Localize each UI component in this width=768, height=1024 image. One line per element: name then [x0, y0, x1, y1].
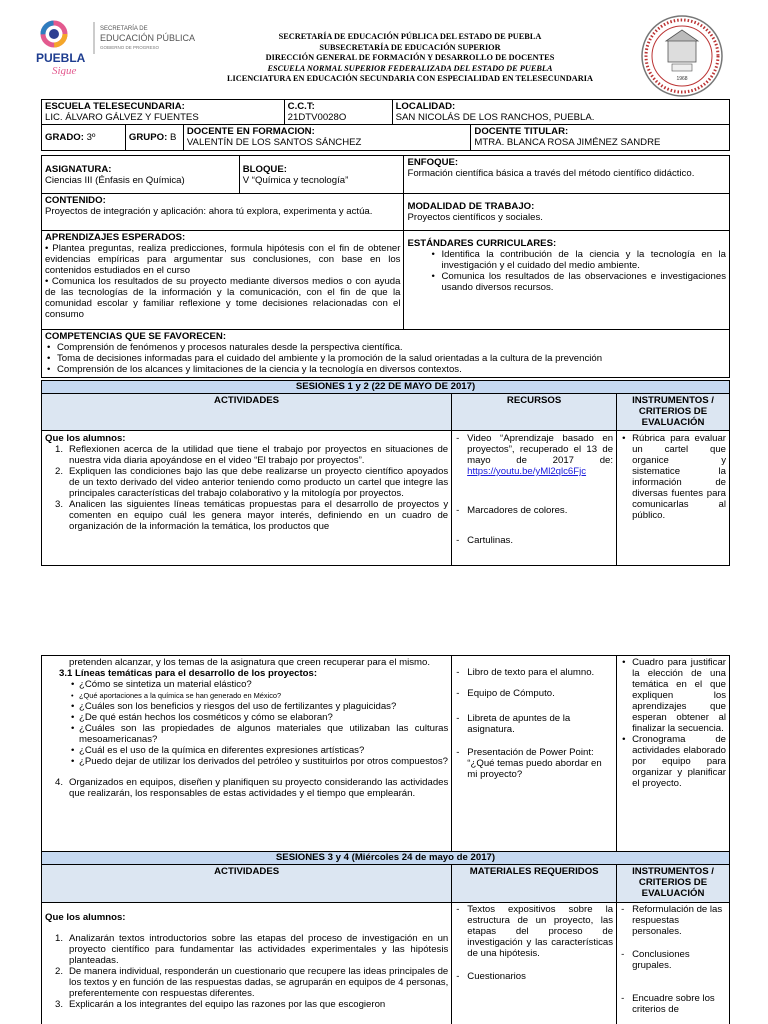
session1-recursos-cell: [452, 431, 617, 566]
competencia-2: • Toma de decisiones informadas para el cuidado del ambiente y la promoción de la salud orientadas a la cultura de la prevención: [45, 353, 726, 364]
bloque-cell: [239, 156, 404, 194]
recurso-libro: - Libro de texto para el alumno.: [455, 667, 613, 678]
page-2: [0, 650, 768, 1024]
session2-col-materiales: MATERIALES REQUERIDOS: [452, 865, 617, 903]
logo-puebla-text: PUEBLA: [36, 51, 86, 65]
instrumento-cuadro: • Cuadro para justificar la elección de una temática en el que expliquen los aprendizajes que esperan obtener al finalizar la secuencia.: [620, 657, 726, 734]
activity-number: 3.: [55, 999, 64, 1010]
school-seal-icon: [640, 14, 724, 98]
activity-text: Analizarán textos introductorios sobre las etapas del proceso de investigación en un proyecto científico para fundamentar las actividades experimentales y las hipótesis planteadas.: [69, 933, 449, 966]
asignatura-value: Ciencias III (Énfasis en Química): [45, 174, 185, 186]
asignatura-label: ASIGNATURA:: [45, 163, 112, 175]
session2-activity-1: [45, 933, 448, 966]
session2-activities-list: [45, 933, 448, 1010]
material-cuestionarios: - Cuestionarios: [455, 971, 613, 982]
planning-table: [41, 155, 730, 378]
bloque-label: BLOQUE:: [242, 163, 287, 175]
escuela-value: LIC. ÁLVARO GÁLVEZ Y FUENTES: [45, 112, 199, 123]
video-link[interactable]: https://youtu.be/yMl2qlc6Fjc: [467, 466, 587, 477]
estandares-list: [407, 249, 726, 293]
recurso-cartulinas: - Cartulinas.: [455, 535, 613, 546]
estandares-label: ESTÁNDARES CURRICULARES:: [407, 238, 557, 249]
recurso-computo: - Equipo de Cómputo.: [455, 688, 613, 699]
session1-activity-2: [45, 466, 448, 499]
instrumento-encuadre: - Encuadre sobre los criterios de: [620, 993, 726, 1015]
puebla-logo: [36, 14, 196, 76]
question-5: • ¿Cuáles son las propiedades de algunos materiales que utilizaban las culturas mesoamericanas?: [45, 723, 448, 745]
header-line-4: ESCUELA NORMAL SUPERIOR FEDERALIZADA DEL ESTADO DE PUEBLA: [267, 63, 553, 73]
cct-cell: [284, 100, 392, 125]
grado-value: 3º: [86, 132, 96, 143]
modalidad-value: Proyectos científicos y sociales.: [407, 212, 543, 223]
titular-value: MTRA. BLANCA ROSA JIMÉNEZ SANDRE: [474, 137, 661, 148]
session1-title: SESIONES 1 y 2 (22 DE MAYO DE 2017): [42, 381, 730, 394]
aprendizajes-cell: [42, 231, 404, 330]
activity-text: Expliquen las condiciones bajo las que debe realizarse un proyecto científico apoyados de un texto derivado del video anterior teniendo como producto un cartel que integre las principales características del trabajo colaborativo y la mitología por proyectos.: [69, 466, 449, 499]
continuation-text: pretenden alcanzar, y los temas de la asignatura que creen recuperar para el mismo.: [69, 657, 431, 668]
estandar-1: • Identifica la contribución de la ciencia y la tecnología en la investigación y el cuidado del medio ambiente.: [429, 249, 726, 271]
contenido-value: Proyectos de integración y aplicación: ahora tú explora, experimenta y actúa.: [45, 206, 373, 217]
logo-sigue-text: Sigue: [52, 65, 77, 76]
session2-col-actividades: ACTIVIDADES: [42, 865, 452, 903]
continuation-instrumentos-list: [620, 657, 726, 789]
session2-instrumentos-list: [620, 904, 726, 1015]
asignatura-cell: [42, 156, 240, 194]
session1-instrumentos-cell: [617, 431, 730, 566]
modalidad-cell: [404, 194, 730, 231]
session1-activities-cell: [42, 431, 452, 566]
question-6: • ¿Cuál es el uso de la química en diferentes expresiones artísticas?: [45, 745, 448, 756]
session1-col-instrumentos: INSTRUMENTOS / CRITERIOS DE EVALUACIÓN: [617, 394, 730, 431]
session1-activity-3: [45, 499, 448, 532]
recurso-powerpoint: - Presentación de Power Point: “¿Qué temas puedo abordar en mi proyecto?: [455, 747, 613, 780]
session2-col-instrumentos: INSTRUMENTOS / CRITERIOS DE EVALUACIÓN: [617, 865, 730, 903]
session2-table: [41, 851, 730, 1024]
activity-text: Analicen las siguientes líneas temáticas propuestas para el desarrollo de proyectos y comenten en equipo cuál les genera mayor interés, definiendo en un cuadro de organización de la información la temática, los productos que: [69, 499, 449, 532]
session1-col-recursos: RECURSOS: [452, 394, 617, 431]
docente-label: DOCENTE EN FORMACION:: [186, 126, 315, 137]
instrumento-reformulacion: - Reformulación de las respuestas personales.: [620, 904, 726, 937]
school-seal: [640, 14, 724, 98]
activity-number: 1.: [55, 933, 64, 944]
session1-activities-list: [45, 444, 448, 532]
competencias-list: [45, 342, 726, 375]
sep-line2: EDUCACIÓN PÚBLICA: [100, 33, 196, 43]
competencia-1: • Comprensión de fenómenos y procesos naturales desde la perspectiva científica.: [45, 342, 726, 353]
docente-cell: [183, 125, 471, 151]
titular-cell: [471, 125, 730, 151]
activity-text: Reflexionen acerca de la utilidad que tiene el trabajo por proyectos en situaciones de nuestra vida diaria apoyándose en el video “El trabajo por proyectos”.: [69, 444, 449, 466]
session2-materiales-list: [455, 904, 613, 982]
session1-table: [41, 380, 730, 566]
localidad-value: SAN NICOLÁS DE LOS RANCHOS, PUEBLA.: [395, 112, 595, 123]
header-line-5: LICENCIATURA EN EDUCACIÓN SECUNDARIA CON ESPECIALIDAD EN TELESECUNDARIA: [227, 74, 593, 84]
docente-value: VALENTÍN DE LOS SANTOS SÁNCHEZ: [186, 137, 362, 148]
session2-activity-3: [45, 999, 448, 1010]
seal-year: 1968: [676, 76, 688, 82]
estandar-2: • Comunica los resultados de las observaciones e investigaciones usando diversos recursos.: [429, 271, 726, 293]
aprendizajes-label: APRENDIZAJES ESPERADOS:: [45, 232, 186, 243]
continuation-recursos-cell: [452, 656, 617, 852]
document-header: [0, 0, 768, 98]
cct-value: 21DTV0028O: [287, 112, 347, 123]
grupo-label: GRUPO:: [128, 132, 168, 143]
competencia-3: • Comprensión de los alcances y limitaciones de la ciencia y la tecnología en diversos contextos.: [45, 364, 726, 375]
session1-continuation-table: [41, 655, 730, 852]
localidad-label: LOCALIDAD:: [395, 101, 456, 112]
recurso-video-text: Video “Aprendizaje basado en proyectos”, recuperado el 13 de mayo de 2017 de:: [467, 433, 614, 466]
contenido-cell: [42, 194, 404, 231]
grado-label: GRADO:: [45, 132, 84, 143]
competencias-label: COMPETENCIAS QUE SE FAVORECEN:: [45, 331, 227, 342]
bloque-value: V “Química y tecnología”: [242, 174, 349, 186]
activity-number: 2.: [55, 966, 64, 977]
question-3: • ¿Cuáles son los beneficios y riesgos del uso de fertilizantes y plaguicidas?: [45, 701, 448, 712]
sep-line3: GOBIERNO DE PROGRESO: [100, 45, 160, 50]
continuation-instrumentos-cell: [617, 656, 730, 852]
material-textos: - Textos expositivos sobre la estructura de un proyecto, las etapas del proceso de investigación y las características de una hipótesis.: [455, 904, 613, 959]
modalidad-label: MODALIDAD DE TRABAJO:: [407, 201, 535, 212]
puebla-logo-icon: [36, 14, 196, 76]
question-2: • ¿Qué aportaciones a la química se han generado en México?: [45, 690, 448, 701]
aprendizaje-1: • Plantea preguntas, realiza predicciones, formula hipótesis con el fin de obtener evidencias empíricas para argumentar sus conclusiones, con base en los contenidos estudiados en el curso: [45, 243, 401, 276]
instrumento-cronograma: • Cronograma de actividades elaborado por equipo para organizar y planificar el proyecto.: [620, 734, 726, 789]
competencias-cell: [42, 330, 730, 378]
grupo-value: B: [169, 132, 177, 143]
question-4: • ¿De qué están hechos los cosméticos y cómo se elaboran?: [45, 712, 448, 723]
school-info-table: [41, 99, 730, 151]
escuela-cell: [42, 100, 285, 125]
aprendizaje-2: • Comunica los resultados de su proyecto mediante diversos medios o con ayuda de las tecnologías de la información y la comunicación, con el fin de que la comunidad escolar y familiar reflexione y tome decisiones relacionadas con el consumo: [45, 276, 401, 320]
estandares-cell: [404, 231, 730, 330]
grupo-cell: [125, 125, 183, 151]
recurso-libreta: - Libreta de apuntes de la asignatura.: [455, 713, 613, 735]
session1-col-actividades: ACTIVIDADES: [42, 394, 452, 431]
header-lines: [200, 32, 620, 85]
session1-intro: Que los alumnos:: [45, 433, 126, 444]
instrumento-rubrica: • Rúbrica para evaluar un cartel que organice y sistematice la información de diversas fuentes para comunicarlas al público.: [620, 433, 726, 521]
header-line-1: SECRETARÍA DE EDUCACIÓN PÚBLICA DEL ESTADO DE PUEBLA: [278, 32, 542, 41]
session2-materiales-cell: [452, 903, 617, 1024]
session1-instrumentos-list: [620, 433, 726, 521]
activity-number: 4.: [55, 777, 64, 788]
session2-activities-cell: [42, 903, 452, 1024]
activity-text: Explicarán a los integrantes del equipo las razones por las que escogieron: [69, 999, 386, 1010]
question-1: • ¿Cómo se sintetiza un material elástico?: [45, 679, 448, 690]
contenido-label: CONTENIDO:: [45, 195, 106, 206]
enfoque-label: ENFOQUE:: [407, 157, 459, 168]
continuation-activities-cell: [42, 656, 452, 852]
escuela-label: ESCUELA TELESECUNDARIA:: [45, 101, 185, 112]
enfoque-cell: [404, 156, 730, 194]
header-line-2: SUBSECRETARÍA DE EDUCACIÓN SUPERIOR: [319, 42, 501, 52]
question-7: • ¿Puedo dejar de utilizar los derivados del petróleo y sustituirlos por otros compuestos?: [45, 756, 448, 767]
lineas-tematicas-title: 3.1 Líneas temáticas para el desarrollo de los proyectos:: [59, 668, 318, 679]
activity-text: De manera individual, responderán un cuestionario que recupere las ideas principales de los textos y en función de las respuestas dadas, se agruparán en equipos de 4 personas, preferentemente con respuestas diferentes.: [69, 966, 449, 999]
session2-instrumentos-cell: [617, 903, 730, 1024]
page-gap: [0, 575, 768, 650]
header-line-3: DIRECCIÓN GENERAL DE FORMACIÓN Y DESARROLLO DE DOCENTES: [265, 53, 555, 63]
cct-label: C.C.T:: [287, 101, 315, 112]
session2-intro: Que los alumnos:: [45, 912, 126, 923]
activity-number: 3.: [55, 499, 64, 510]
questions-list: [45, 679, 448, 767]
grado-cell: [42, 125, 126, 151]
activity-4: [45, 777, 448, 799]
localidad-cell: [392, 100, 729, 125]
sep-line1: SECRETARÍA DE: [100, 26, 148, 32]
titular-label: DOCENTE TITULAR:: [474, 126, 569, 137]
activity-number: 2.: [55, 466, 64, 477]
activity-number: 1.: [55, 444, 64, 455]
recurso-marcadores: - Marcadores de colores.: [455, 505, 613, 516]
enfoque-value: Formación científica básica a través del método científico didáctico.: [407, 168, 695, 179]
continuation-recursos-list: [455, 667, 613, 780]
session1-recursos-list: [455, 433, 613, 546]
recurso-video: [455, 433, 613, 477]
session2-activity-2: [45, 966, 448, 999]
activity-4-list: [45, 777, 448, 799]
activity-text: Organizados en equipos, diseñen y planifiquen su proyecto considerando las actividades que realizarán, los responsables de estas actividades y el tiempo que emplearán.: [69, 777, 449, 799]
session1-activity-1: [45, 444, 448, 466]
session2-title: SESIONES 3 y 4 (Miércoles 24 de mayo de 2017): [42, 852, 730, 865]
instrumento-conclusiones: - Conclusiones grupales.: [620, 949, 726, 971]
